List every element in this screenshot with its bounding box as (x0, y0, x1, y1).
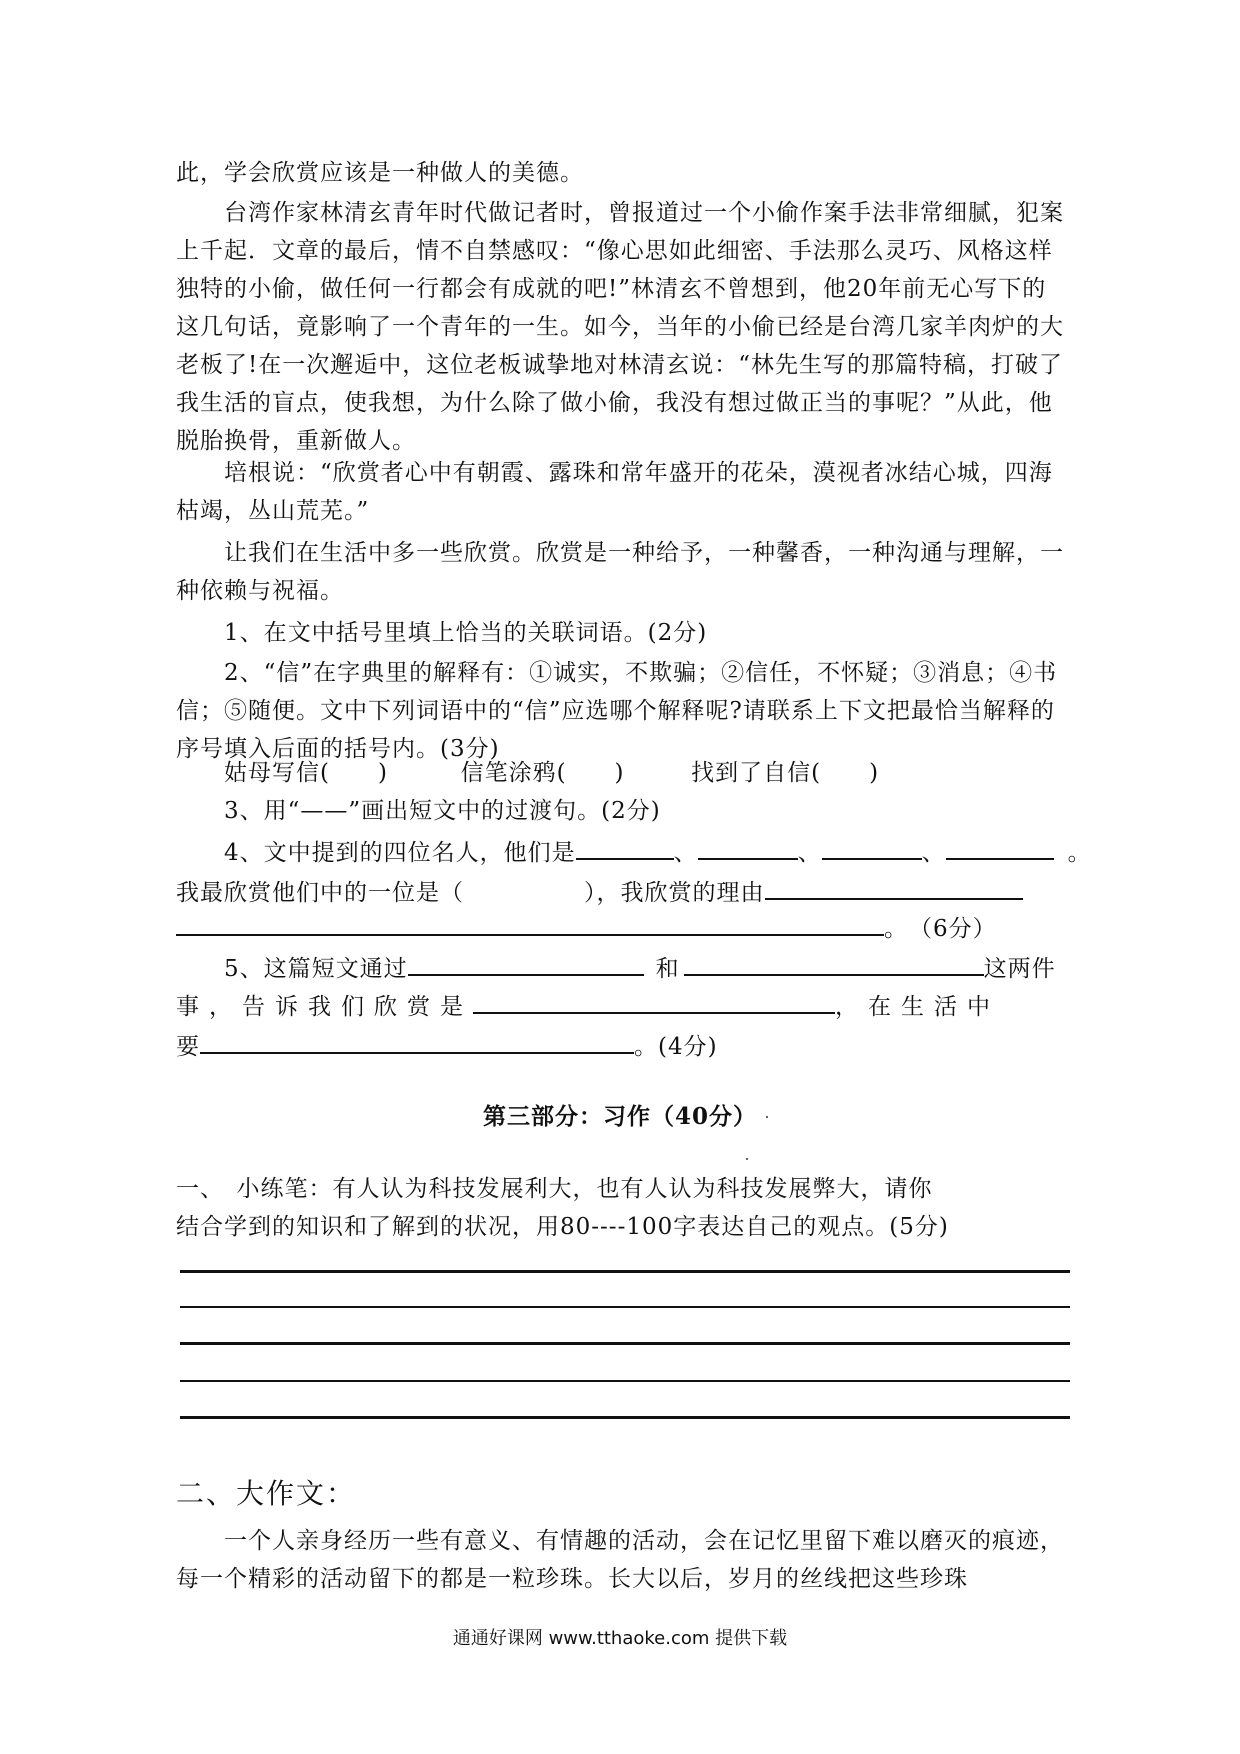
question-5-line-2-end: ，在生活中 (835, 994, 1000, 1020)
writing-line-4[interactable] (180, 1380, 1070, 1382)
question-4-separator: 、 (797, 840, 822, 866)
question-4-line-2 (176, 872, 1023, 912)
question-5-line-1 (224, 948, 1056, 988)
question-1: 1、在文中括号里填上恰当的关联词语。(2分) (224, 620, 708, 646)
section-3-task-1-line-1: 一、 小练笔：有人认为科技发展利大，也有人认为科技发展弊大，请你 (176, 1176, 933, 1202)
passage-paragraph-lin-qingxuan: 台湾作家林清玄青年时代做记者时，曾报道过一个小偷作案手法非常细腻，犯案上千起．文章的最后，情不自禁感叹：“像心思如此细密、手法那么灵巧、风格这样独特的小偷，做任何一行都会有成就的吧!”林清玄不曾想到，他20年前无心写下的这几句话，竟影响了一个青年的一生。如今，当年的小偷已经是台湾几家羊肉炉的大老板了!在一次邂逅中，这位老板诚挚地对林清玄说：“林先生写的那篇特稿，打破了我生活的盲点，使我想，为什么除了做小偷，我没有想过做正当的事呢？”从此，他脱胎换骨，重新做人。 (176, 200, 1064, 454)
question-5-line-3-text: 要 (176, 1034, 200, 1060)
passage-paragraph-bacon: 培根说：“欣赏者心中有朝霞、露珠和常年盛开的花朵，漠视者冰结心城，四海枯竭，丛山荒芜。” (176, 460, 1053, 524)
question-2: 2、“信”在字典里的解释有：①诚实，不欺骗；②信任，不怀疑；③消息；④书信；⑤随便。文中下列词语中的“信”应选哪个解释呢?请联系上下文把最恰当解释的序号填入后面的括号内。(3分) (176, 660, 1058, 762)
writing-line-5[interactable] (180, 1416, 1070, 1419)
question-4-line-1 (224, 832, 1092, 872)
question-5-text-end: 这两件 (983, 956, 1056, 982)
question-5-text: 5、这篇短文通过 (224, 956, 408, 982)
question-2-option-a[interactable]: 姑母写信( ) (224, 760, 388, 786)
question-4-reason-blank-2[interactable] (176, 908, 884, 936)
question-4-blank-1[interactable] (576, 832, 674, 860)
question-5-line-3 (176, 1026, 718, 1066)
question-2-option-c[interactable]: 找到了自信( ) (691, 760, 880, 786)
question-2-option-b[interactable]: 信笔涂鸦( ) (460, 760, 625, 786)
question-4-text: 4、文中提到的四位名人，他们是 (224, 840, 576, 866)
question-4-blank-4[interactable] (946, 832, 1054, 860)
scan-speck (746, 1158, 748, 1160)
question-4-separator: 、 (673, 840, 698, 866)
passage-paragraph-closing: 让我们在生活中多一些欣赏。欣赏是一种给予，一种馨香，一种沟通与理解，一种依赖与祝福。 (176, 540, 1064, 604)
question-3-text-start: 3、用“ (224, 798, 301, 824)
question-4-reason-blank[interactable] (765, 872, 1023, 900)
question-4-blank-3[interactable] (822, 832, 922, 860)
section-3-task-1-line-2: 结合学到的知识和了解到的状况，用80----100字表达自己的观点。(5分) (176, 1214, 949, 1240)
question-5-blank-1[interactable] (408, 948, 644, 976)
question-2-options (224, 754, 879, 792)
question-4-separator: 、 (921, 840, 946, 866)
question-4-line-3 (176, 908, 997, 948)
question-3-underline-mark: —— (300, 798, 349, 824)
passage-line-top: 此，学会欣赏应该是一种做人的美德。 (176, 160, 584, 186)
section-3-task-2-heading: 二、大作文： (176, 1477, 357, 1510)
question-4-reason-text: ），我欣赏的理由 (584, 880, 765, 906)
question-5-blank-3[interactable] (473, 986, 835, 1014)
scan-speck (766, 1116, 768, 1118)
section-3-title: 第三部分：习作（40分） (482, 1103, 757, 1130)
question-3-text-end: ”画出短文中的过渡句。(2分) (348, 798, 661, 824)
question-4-favorite-text: 我最欣赏他们中的一位是（ (176, 880, 464, 906)
question-5-line-2-text: 事，告诉我们欣赏是 (176, 994, 473, 1020)
question-5-line-2 (176, 986, 1000, 1026)
question-4-blank-2[interactable] (698, 832, 798, 860)
question-5-blank-4[interactable] (200, 1026, 634, 1054)
writing-line-3[interactable] (180, 1342, 1070, 1345)
question-5-score: 。(4分) (634, 1034, 718, 1060)
question-3 (224, 792, 661, 830)
footer-download-note: 通通好课网 www.tthaoke.com 提供下载 (452, 1628, 788, 1649)
question-5-blank-2[interactable] (684, 948, 984, 976)
question-4-score: 。 （6分） (884, 916, 997, 942)
section-3-task-2-text: 一个人亲身经历一些有意义、有情趣的活动，会在记忆里留下难以磨灭的痕迹，每一个精彩的活动留下的都是一粒珍珠。长大以后，岁月的丝线把这些珍珠 (176, 1528, 1064, 1592)
writing-line-2[interactable] (180, 1306, 1070, 1308)
writing-line-1[interactable] (180, 1270, 1070, 1273)
question-5-and: 和 (655, 956, 680, 982)
question-4-end: 。 (1067, 840, 1092, 866)
